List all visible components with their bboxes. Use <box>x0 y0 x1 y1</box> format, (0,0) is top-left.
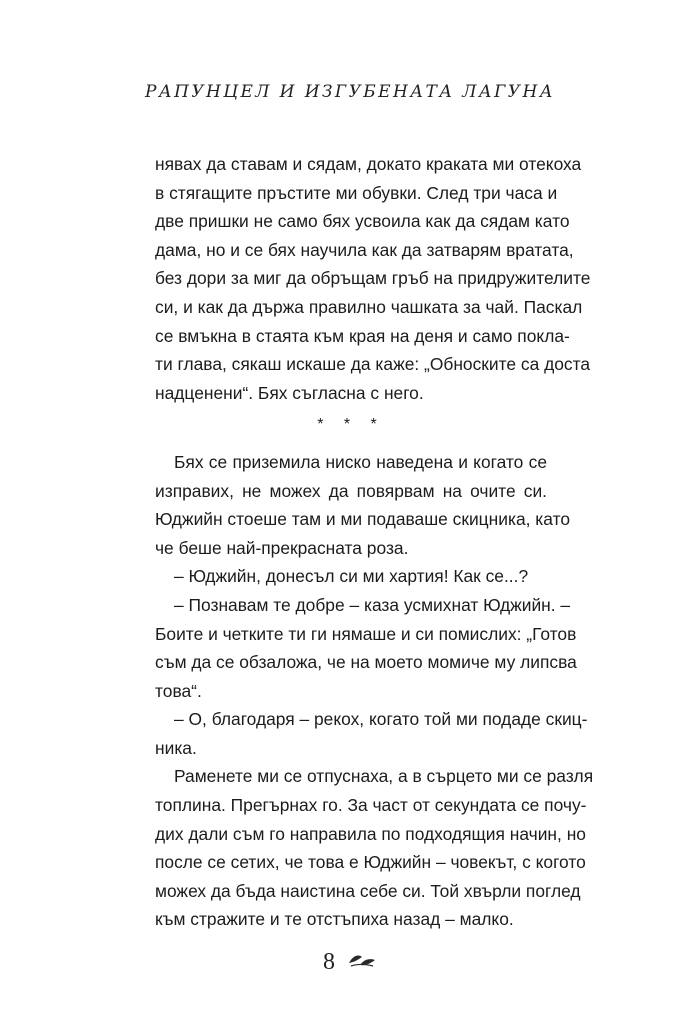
folio <box>0 948 700 976</box>
page-number: 8 <box>323 948 335 975</box>
text-line: после се сетих, че това е Юджийн – човекът, с когото <box>155 852 586 873</box>
text-line: топлина. Прегърнах го. За част от секундата се почу- <box>155 795 587 816</box>
text-line: Раменете ми се отпуснаха, а в сърцето ми се разля <box>174 766 594 787</box>
text-line: – О, благодаря – рекох, когато той ми подаде скиц- <box>174 709 588 730</box>
text-line: изправих, не можех да повярвам на очите си. <box>155 480 547 501</box>
text-line: това“. <box>155 680 202 701</box>
text-line: се вмъкна в стаята към края на деня и само покла- <box>155 325 570 346</box>
scene-break: * * * <box>317 416 385 434</box>
text-line: без дори за миг да обръщам гръб на придружителите <box>155 268 591 289</box>
body-text <box>155 150 594 934</box>
text-line: нявах да ставам и сядам, докато краката ми отекоха <box>155 154 582 174</box>
text-line: съм да се обзаложа, че на моето момиче му липсва <box>155 652 577 673</box>
text-line: надценени“. Бях съгласна с него. <box>155 382 424 403</box>
text-line: че беше най-прекрасната роза. <box>155 537 409 558</box>
text-line: към стражите и те отстъпиха назад – малко. <box>155 909 514 930</box>
text-line: две пришки не само бях усвоила как да сядам като <box>155 211 570 232</box>
text-line: си, и как да държа правилно чашката за чай. Паскал <box>155 296 583 317</box>
text-line: можех да бъда наистина себе си. Той хвърли поглед <box>155 880 581 901</box>
text-line: ти глава, сякаш искаше да каже: „Обноските са доста <box>155 354 591 375</box>
text-line: дих дали съм го направила по подходящия начин, но <box>155 823 586 844</box>
text-line: Боите и четките ти ги нямаше и си помислих: „Готов <box>155 623 577 644</box>
text-line: дама, но и се бях научила как да затварям вратата, <box>155 239 574 260</box>
text-line: Юджийн стоеше там и ми подаваше скицника, като <box>155 509 571 530</box>
text-line: – Познавам те добре – каза усмихнат Юджийн. – <box>174 594 571 615</box>
running-head: РАПУНЦЕЛ И ИЗГУБЕНАТА ЛАГУНА <box>145 82 555 102</box>
text-line: в стягащите пръстите ми обувки. След три часа и <box>155 182 558 203</box>
leaf-ornament-icon <box>347 949 377 976</box>
text-line: Бях се приземила ниско наведена и когато се <box>174 451 547 472</box>
text-line: ника. <box>155 737 197 758</box>
text-line: – Юджийн, донесъл си ми хартия! Как се...? <box>174 566 529 587</box>
